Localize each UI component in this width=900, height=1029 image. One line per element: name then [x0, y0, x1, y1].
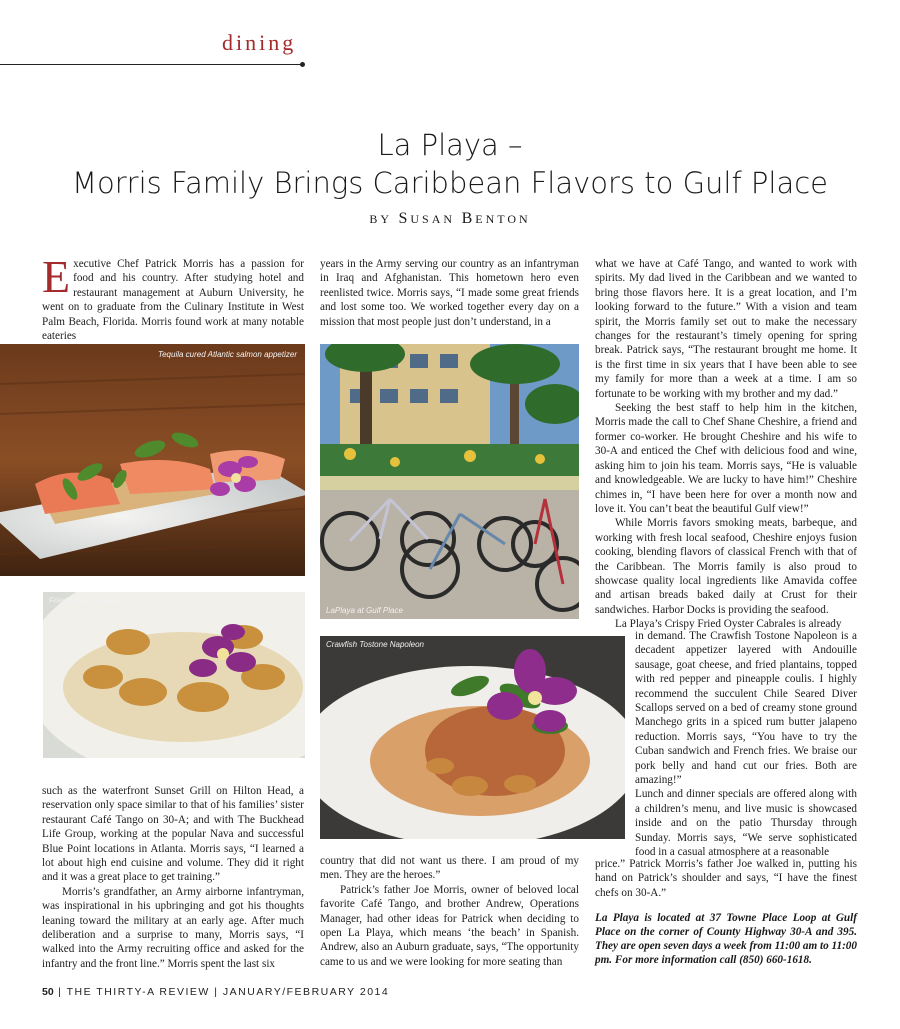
col2-bottom: country that did not want us there. I am proud of my men. They are the heroes.” Patrick’s father Joe Morris, owner of beloved local favorite Café Tango, and brother Andrew, Operations Manager, had other ideas for Patrick when deciding to open La Playa, which means ‘the beach’ in Spanish. Andrew, also an Auburn graduate, says, “The opportunity came to us and we were looking for more seating than: [320, 855, 579, 968]
section-label: dining: [222, 30, 297, 55]
photo-salmon-appetizer: [0, 344, 305, 576]
magazine-name: THE THIRTY-A REVIEW: [66, 986, 210, 998]
col3-bottom: price.” Patrick Morris’s father Joe walked in, putting his hand on Patrick’s shoulder and says, “I have the finest chefs on 30-A.”: [595, 858, 857, 899]
byline-by: BY: [369, 212, 392, 226]
photo-crawfish-napoleon: [320, 636, 625, 839]
page-number: 50: [42, 986, 54, 998]
caption-salmon: Tequila cured Atlantic salmon appetizer: [157, 350, 297, 359]
restaurant-info: La Playa is located at 37 Towne Place Loop at Gulf Place on the corner of County Highway 30-A and 395. They are open seven days a week from 11:00 am to 11:00 pm. For more information call (850) 660-1618.: [595, 912, 857, 966]
col1-continued: such as the waterfront Sunset Grill on Hilton Head, a reservation only space similar to that of his families’ sister restaurant Café Tango on 30-A; and with The Buckhead Life Group, working at the popular Nava and successful Blue Point locations in Atlanta. Morris says, “I learned a lot about high end cuisine and volume. They did it right and it was a great place to get training.” Morris’s grandfather, an Army airborne infantryman, was inspirational in his upbringing and got his thoughts leaning toward the military at an early age. After much deliberation and a surprise to many, Morris says, “I walked into the Army recruiting office and asked for the infantry and the front line.” Morris spent the last six: [42, 785, 304, 970]
drop-cap: E: [42, 251, 71, 302]
caption-crawfish: Crawfish Tostone Napoleon: [326, 640, 424, 649]
header-rule-dot: [300, 62, 305, 67]
photo-fried-oyster: [43, 592, 305, 758]
col2-top: years in the Army serving our country as an infantryman in Iraq and Afghanistan. This hometown hero even reenlisted twice. Morris says, “I made some great friends and lost some too. We worked together every day on a mission that most people just don’t understand, in a: [320, 258, 579, 328]
issue-date: JANUARY/FEBRUARY 2014: [222, 986, 390, 998]
caption-bikes: LaPlaya at Gulf Place: [326, 606, 403, 615]
col3-top: what we have at Café Tango, and wanted to work with spirits. My dad lived in the Caribbean and we wanted to bring those flavors here. It is a great location, and I’m looking forward to the future.” With a vision and team spirit, the Morris family set out to make the necessary changes for the restaurant’s timely opening for spring break. Patrick says, “The restaurant brought me home. It is the first time in six years that I have been able to see my family for more than a week at a time. I am so fortunate to be working with my brother and my dad.” Seeking the best staff to help him in the kitchen, Morris made the call to Chef Shane Cheshire, a friend and former co-worker. He brought Cheshire and his wife to 30-A and enticed the Chef with delicious food and wine, asking him to join his team. Morris says, “He is valuable and knowledgeable. We are lucky to have him!” Cheshire chimes in, “I have been here for over a month now and love it. You can’t beat the beautiful Gulf view!” While Morris favors smoking meats, barbeque, and working with fresh local seafood, Cheshire enjoys fusion cooking, blending flavors of classical French with that of the Caribbean. The Morris family is also proud to showcase quality local ingredients like Amavida coffee and artisan breads baked daily at Crust for their sandwiches. Harbor Docks is providing the seafood. La Playa’s Crispy Fried Oyster Cabrales is already: [595, 258, 857, 631]
col1-intro: Executive Chef Patrick Morris has a passion for food and his country. After studying hotel and restaurant management at Auburn University, he went on to graduate from the Culinary Institute in West Palm Beach, Florida. Morris found work at many notable eateries: [42, 251, 304, 343]
byline: BY SUSAN BENTON: [369, 210, 531, 227]
article-title-line1: La Playa –: [377, 128, 523, 162]
caption-oyster: Fried Oyster Cabrales: [49, 596, 128, 605]
header-rule: [0, 64, 302, 65]
photo-bikes: [320, 344, 579, 619]
article-title-line2: Morris Family Brings Caribbean Flavors to Gulf Place: [71, 166, 829, 200]
page-footer: 50 | THE THIRTY-A REVIEW | JANUARY/FEBRUARY 2014: [42, 986, 390, 998]
col3-wrap: in demand. The Crawfish Tostone Napoleon is a decadent appetizer layered with Andouille sausage, goat cheese, and fried plantains, topped with red pepper and pineapple coulis. I highly recommend the succulent Chile Seared Diver Scallops served on a bed of creamy stone ground Manchego grits in a spiced rum butter jalapeno reduction. Morris says, “You have to try the Cuban sandwich and French fries. We braise our pork belly and hand cut our fries. Both are amazing!” Lunch and dinner specials are offered along with a children’s menu, and live music is showcased inside and on the patio Thursday through Sunday. Morris says, “We serve sophisticated food in a casual atmosphere at a reasonable: [635, 630, 857, 859]
